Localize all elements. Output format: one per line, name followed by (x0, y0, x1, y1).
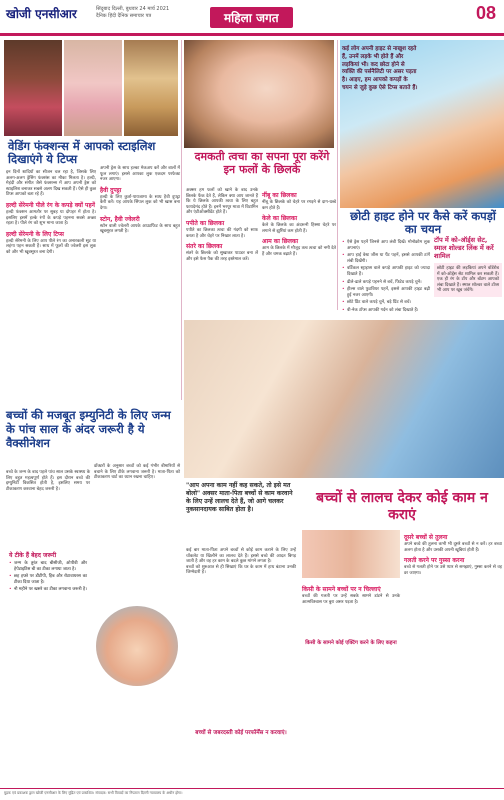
wedding-article-title: वेडिंग फंक्शन्स में आपको स्टाइलिश दिखाएंगे ये टिप्स (8, 139, 156, 166)
issue-meta (96, 6, 206, 20)
masthead (0, 0, 504, 36)
skin-woman-photo (184, 40, 334, 148)
vaccine-paragraph-1: बच्चे के जन्म के बाद पहले पांच साल उसके स्वास्थ्य के लिए बहुत महत्वपूर्ण होते हैं। इस दौरान बच्चे की इम्युनिटी विकसित होती है, इसलिए समय पर टीकाकरण करवाना बेहद जरूरी है। (6, 470, 90, 492)
wedding-article-column-1 (6, 170, 96, 256)
wedding-paragraph-2: हल्दी सेरेमनी के लिए आप पीले रंग का अनारकली सूट या लहंगा पहन सकती हैं। साथ में फूलों की ज्वेलरी इस लुक को और भी खूबसूरत बना देगी। (6, 238, 96, 255)
vaccine-box (6, 548, 90, 598)
list-item: • ढीले-ढाले कपड़े पहनने से बचें, फिटेड कपड़े चुनें। (342, 280, 430, 286)
vaccine-paragraph-2: डॉक्टरों के अनुसार बच्चों को कई गंभीर बीमारियों से बचाने के लिए टीके लगवाना जरूरी है। माता-पिता को टीकाकरण चार्ट का ध्यान रखना चाहिए। (94, 464, 180, 481)
skin-paragraph-2: पपीते का छिलका त्वचा की गंदगी को साफ करता है और चेहरे पर निखार लाता है। (186, 227, 258, 239)
newspaper-logo: खोजी एनसीआर (6, 7, 77, 21)
skin-subhead-2: संतरे का छिलका (186, 243, 223, 251)
list-item: • जन्म के तुरंत बाद बीसीजी, ओपीवी और हेपेटाइटिस बी का टीका लगाया जाता है। (9, 561, 87, 572)
kids-article-title: बच्चों से लालच देकर कोई काम न कराएं (316, 490, 488, 523)
list-item: • वी-नेक टॉप्स आपकी गर्दन को लंबा दिखाते हैं। (342, 308, 430, 314)
vaccine-article-column-2 (94, 464, 180, 481)
list-item: • नौ महीने पर खसरे का टीका लगवाना जरूरी है। (9, 587, 87, 593)
skin-article-column-1 (186, 188, 258, 262)
skin-subhead-3: नींबू का छिलका (262, 192, 297, 199)
mother-child-photo (184, 320, 504, 478)
bride-photo-3 (124, 40, 178, 136)
skin-subhead-5: आम का छिलका (262, 238, 299, 246)
height-sidebar-text: छोटी हाइट की लड़कियां अपने वॉर्डरोब में को-ऑर्ड्स सेट शामिल कर सकती हैं। एक ही रंग के टॉप और बॉटम आपको लंबा दिखाते हैं। स्माल शोल्डर वाले टॉप्स भी आप पर खूब जंचेंगे। (437, 266, 499, 294)
skin-paragraph-5: केले के छिलके का अंदरूनी हिस्सा चेहरे पर लगाने से झुर्रियां कम होती हैं। (262, 223, 336, 234)
wedding-paragraph-1: हल्दी फंक्शन आमतौर पर सुबह या दोपहर में होता है। इसलिए इसमें हल्के रंगों के कपड़े पहनना सबसे अच्छा रहता है। पीले रंग को शुभ माना जाता है। (6, 209, 96, 227)
wedding-subhead-2: हल्दी सेरेमनी के लिए टिप्स (6, 230, 64, 238)
vaccine-article-title: बच्चों की मजबूत इम्युनिटी के लिए जन्म के पांच साल के अंदर जरूरी है ये वैक्सीनेशन (6, 408, 171, 450)
skin-paragraph-3: संतरे के छिलके को सुखाकर पाउडर बना लें और इसे फेस पैक की तरह इस्तेमाल करें। (186, 251, 258, 262)
wedding-subhead-3: हैवी दुपट्टा (100, 186, 122, 194)
kids-article-column-1 (186, 548, 296, 576)
wedding-paragraph-4: हल्दी के लिए कुर्ता-पायजामा के साथ हैवी दुपट्टा कैरी करें। यह आपके सिंपल लुक को भी खास बना देगा। (100, 194, 180, 211)
skin-article-column-2 (262, 188, 336, 258)
page-footer: मुद्रक एवं प्रकाशक द्वारा खोजी एनसीआर के लिए मुद्रित एवं प्रकाशित। संपादक: सभी विवादों का निपटारा दिल्ली न्यायालय के अधीन होगा। (0, 788, 504, 800)
height-article-title: छोटी हाइट होने पर कैसे करें कपड़ों का चयन (350, 209, 496, 236)
bride-photo-2 (64, 40, 122, 136)
kids-subhead-2: दूसरे बच्चों से तुलना (404, 534, 448, 541)
wedding-intro: इन दिनों शादियों का सीजन चल रहा है, जिसके लिए अलग-अलग ड्रेसिंग फंक्शंस का मौका मिलता है। हल्दी, मेहंदी और संगीत जैसे फंक्शन्स में आप अपनी ड्रेस को स्टाइलिश बनाकर सबसे अलग दिख सकती हैं। ऐसे ही कुछ टिप्स आपको बता रहे हैं। (6, 170, 96, 198)
list-item: • वर्टिकल स्ट्राइप्स वाले कपड़े आपकी हाइट को ज्यादा दिखाते हैं। (342, 266, 430, 277)
section-title: महिला जगत (210, 7, 293, 28)
wedding-subhead-1: हल्दी सेरेमनी पीले रंग के कपड़े क्यों पहनें (6, 201, 95, 209)
wedding-paragraph-3: अपनी ड्रेस के साथ हल्का मेकअप करें और बालों में फूल लगाएं। इससे आपका लुक एकदम परफेक्ट नजर आएगा। (100, 166, 180, 183)
baby-vaccine-photo (96, 606, 178, 686)
issue-tagline: दैनिक हिंदी दैनिक समाचार पत्र (96, 13, 152, 19)
wedding-paragraph-5: स्टोन वाली ज्वेलरी आपके आउटफिट के साथ बहुत खूबसूरत लगती है। (100, 223, 180, 235)
kids-subhead-1: किसी के सामने बच्चों पर न चिल्लाएं (302, 586, 381, 593)
list-item: • हील्स वाले फुटवियर पहनें, इससे आपकी हाइट बढ़ी हुई नजर आएगी। (342, 287, 430, 298)
height-sidebar (434, 236, 502, 297)
kids-pull-quote: "आप अपना काम नहीं कह सकते, तो इसे मत बोलो" अक्सर माता-पिता बच्चों से काम करवाने के लिए उन्हें लालच देते हैं, जो आगे चलकर नुकसानदायक साबित होता है। (186, 482, 293, 513)
skin-article-title: दमकती त्वचा का सपना पूरा करेंगे इन फलों के छिलके (194, 150, 330, 176)
issue-date: सिंदूबाद दिल्ली, बुधवार 24 मार्च 2021 (96, 6, 170, 12)
kids-article-column-3 (404, 530, 502, 576)
vaccine-list (9, 561, 87, 593)
list-item: • छोटे प्रिंट वाले कपड़े चुनें, बड़े प्रिंट से बचें। (342, 300, 430, 306)
skin-subhead-4: केले का छिलका (262, 215, 298, 223)
skin-subhead-1: पपीते का छिलका (186, 219, 225, 227)
skin-paragraph-6: आम के छिलके में मौजूद तत्व त्वचा को नमी देते हैं और चमक बढ़ाते हैं। (262, 246, 336, 257)
child-photo (302, 530, 400, 578)
column-divider (337, 40, 338, 310)
vaccine-article-column-1 (6, 470, 90, 492)
kids-box-note: बच्चों से जबरदस्ती कोई परफॉर्मेंस न करवाएं। (195, 730, 287, 736)
kids-box-heading: किसी के सामने कोई एक्टिंग करने के लिए कहना (305, 640, 397, 646)
kids-paragraph-5: बच्चे से गलती होने पर उसे प्यार से समझाएं, गुस्सा करने से वह डर जाएगा। (404, 565, 502, 576)
kids-subhead-3: गलती करने पर गुस्सा करना (404, 557, 465, 565)
kids-article-column-2 (302, 582, 400, 605)
height-sidebar-heading: टॉप में को-ऑर्ड्स सेट, स्माल शोल्डर लिंक में करें शामिल (434, 236, 494, 260)
list-item: • आप हाई वेस्ट जींस या पैंट पहनें, इससे आपकी टांगें लंबी दिखेंगी। (342, 253, 430, 264)
kids-paragraph-4: अपने बच्चे की तुलना कभी भी दूसरे बच्चों से न करें। हर बच्चा अलग होता है और उसकी अपनी खूबियां होती हैं। (404, 542, 502, 553)
vaccine-box-heading: ये टीके हैं बेहद जरूरी (9, 552, 57, 559)
list-item: • छह हफ्ते पर डीटीपी, हिब और रोटावायरस का टीका दिया जाता है। (9, 574, 87, 585)
column-divider (181, 40, 182, 400)
kids-paragraph-1: कई बार माता-पिता अपने बच्चों से कोई काम कराने के लिए उन्हें चॉकलेट या खिलौने का लालच देते हैं। इससे बच्चे की आदत बिगड़ जाती है और वह हर काम के बदले कुछ मांगने लगता है। (186, 548, 296, 565)
page-number: 08 (475, 3, 496, 23)
skin-paragraph-4: नींबू के छिलके को चेहरे पर रगड़ने से दाग-धब्बे कम होते हैं। (262, 200, 336, 211)
list-item: • ऐसे ड्रेस पहनें जिनसे आप लंबी दिखें। मोनोक्रोम लुक अपनाएं। (342, 240, 430, 251)
wedding-subhead-4: स्टोन, हैवी ज्वेलरी (100, 215, 140, 223)
kids-paragraph-3: बच्चों की गलती पर उन्हें सबके सामने डांटने से उनके आत्मविश्वास पर बुरा असर पड़ता है। (302, 594, 400, 605)
wedding-article-column-2 (100, 166, 180, 235)
height-tips-list (342, 240, 430, 316)
kids-paragraph-2: बच्चों को शुरुआत से ही सिखाएं कि घर के काम में हाथ बंटाना उनकी जिम्मेदारी है। (186, 564, 296, 576)
bride-photo-1 (4, 40, 62, 136)
height-article-blurb: कई लोग अपनी हाइट से नाखुश रहते हैं, उनमें लड़के भी होते हैं और लड़कियां भी। कद छोटा होने से व्यक्ति की पर्सनैलिटी पर असर पड़ता है। आइए, हम आपको कपड़ों के चयन से जुड़े कुछ ऐसे टिप्स बताते हैं। (342, 46, 418, 91)
skin-paragraph-1: अक्सर हम फलों को खाने के बाद उनके छिलके फेंक देते हैं, लेकिन क्या आप जानते हैं कि ये छिलके आपकी त्वचा के लिए बहुत फायदेमंद होते हैं। इनमें भरपूर मात्रा में विटामिन और एंटीऑक्सीडेंट होते हैं। (186, 188, 258, 216)
height-sidebar-box (434, 263, 502, 297)
